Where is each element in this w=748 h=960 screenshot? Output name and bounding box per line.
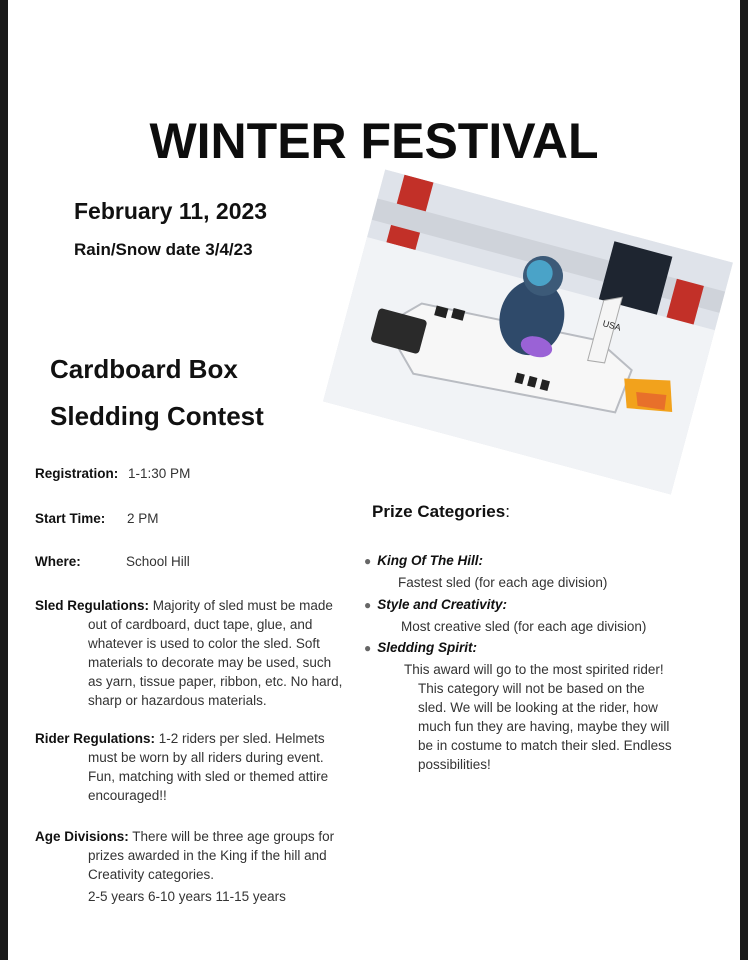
sled-regulations-line: materials to decorate may be used, such [88, 655, 332, 670]
contest-title-line1: Cardboard Box [50, 354, 238, 384]
bullet-icon: ● [364, 641, 372, 655]
prize-description: be in costume to match their sled. Endless [418, 738, 672, 753]
sled-photo [323, 170, 733, 495]
contest-title [50, 346, 264, 440]
age-divisions-line: prizes awarded in the King if the hill and [88, 848, 327, 863]
start-time-row [35, 509, 159, 528]
prize-name: King Of The Hill: [377, 553, 483, 568]
registration-row [35, 464, 190, 483]
prize-description: Most creative sled (for each age division) [401, 619, 647, 634]
prize-description: This award will go to the most spirited rider! [404, 662, 664, 677]
prize-categories-colon: : [505, 502, 510, 521]
flyer-page [8, 0, 740, 960]
prize-name: Style and Creativity: [377, 597, 508, 612]
sled-regulations-text: Majority of sled must be made [152, 598, 333, 613]
rain-date: Rain/Snow date 3/4/23 [74, 240, 253, 259]
rider-regulations-label: Rider Regulations: [35, 731, 156, 746]
rider-regulations [35, 729, 365, 805]
page-title: WINTER FESTIVAL [149, 113, 599, 169]
prize-categories-title: Prize Categories [372, 502, 506, 521]
sled-regulations-line: as yarn, tissue paper, ribbon, etc. No hard, [88, 674, 343, 689]
rider-regulations-line: must be worn by all riders during event. [88, 750, 324, 765]
age-divisions [35, 827, 365, 906]
rider-regulations-line: Fun, matching with sled or themed attire [88, 769, 329, 784]
prize-description: This category will not be based on the [418, 681, 645, 696]
rider-regulations-line: encouraged!! [88, 788, 167, 803]
sled-regulations-line: out of cardboard, duct tape, glue, and [88, 617, 313, 632]
age-divisions-label: Age Divisions: [35, 829, 129, 844]
prize-sledding-spirit [364, 638, 672, 774]
sled-regulations-label: Sled Regulations: [35, 598, 150, 613]
registration-value: 1-1:30 PM [128, 466, 191, 481]
age-groups: 2-5 years 6-10 years 11-15 years [88, 889, 286, 904]
event-date: February 11, 2023 [74, 198, 268, 224]
sled-usa-text: USA [601, 318, 623, 333]
sled-regulations [35, 596, 365, 710]
prize-description: much fun they are having, maybe they will [418, 719, 670, 734]
sled-regulations-line: sharp or hazardous materials. [88, 693, 267, 708]
prize-description: Fastest sled (for each age division) [398, 575, 608, 590]
prize-description: possibilities! [418, 757, 491, 772]
age-divisions-line: Creativity categories. [88, 867, 215, 882]
where-value: School Hill [126, 554, 190, 569]
registration-label: Registration: [35, 466, 119, 481]
prize-king-of-the-hill [364, 551, 607, 592]
contest-title-line2: Sledding Contest [50, 401, 264, 431]
prize-description: sled. We will be looking at the rider, how [418, 700, 658, 715]
rider-regulations-text: 1-2 riders per sled. Helmets [158, 731, 325, 746]
prize-name: Sledding Spirit: [377, 640, 477, 655]
prize-style-and-creativity [364, 595, 646, 636]
bullet-icon: ● [364, 598, 372, 612]
bullet-icon: ● [364, 554, 372, 568]
age-divisions-text: There will be three age groups for [132, 829, 335, 844]
start-time-label: Start Time: [35, 511, 106, 526]
sled-photo-illustration [323, 170, 733, 495]
start-time-value: 2 PM [127, 511, 159, 526]
sled-regulations-line: whatever is used to color the sled. Soft [88, 636, 320, 651]
prize-categories-heading [372, 502, 510, 522]
where-label: Where: [35, 554, 81, 569]
where-row [35, 552, 190, 571]
